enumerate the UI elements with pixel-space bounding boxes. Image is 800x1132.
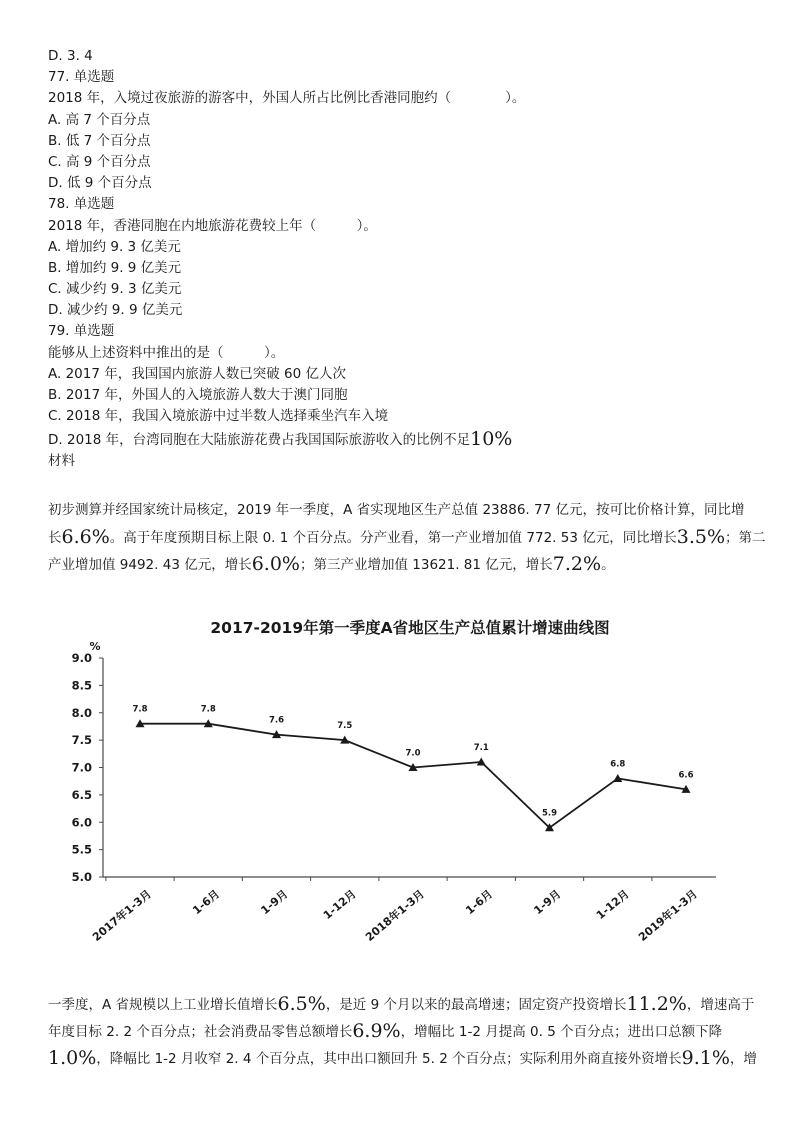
text-segment: 一季度，A 省规模以上工业增长值增长 bbox=[48, 997, 278, 1013]
question-79-option-b: B. 2017 年，外国人的入境旅游人数大于澳门同胞 bbox=[48, 387, 348, 403]
y-tick-label: 7.0 bbox=[71, 760, 92, 775]
value-gdp-growth: 6.6% bbox=[61, 526, 110, 548]
question-77-stem: 2018 年，入境过夜旅游的游客中，外国人所占比例比香港同胞约（ ）。 bbox=[48, 90, 526, 107]
paragraph-1-line-1: 初步测算并经国家统计局核定，2019 年一季度，A 省实现地区生产总值 23886. 77 亿元，按可比价格计算，同比增 bbox=[48, 502, 745, 518]
question-79-option-d-text: D. 2018 年，台湾同胞在大陆旅游花费占我国国际旅游收入的比例不足 bbox=[48, 432, 471, 449]
data-label: 7.1 bbox=[473, 743, 489, 754]
question-77-option-a: A. 高 7 个百分点 bbox=[48, 111, 151, 128]
value-retail-growth: 6.9% bbox=[352, 1020, 401, 1042]
value-tertiary-growth: 7.2% bbox=[552, 553, 602, 575]
data-label: 7.8 bbox=[200, 704, 216, 715]
option-d-prev: D. 3. 4 bbox=[48, 48, 93, 64]
question-78-stem: 2018 年，香港同胞在内地旅游花费较上年（ ）。 bbox=[48, 217, 377, 234]
material-paragraph-1 bbox=[48, 497, 766, 578]
y-tick-label: 8.0 bbox=[71, 705, 92, 720]
paragraph-1-line-3 bbox=[48, 551, 754, 578]
data-label: 7.0 bbox=[405, 748, 421, 759]
y-axis-unit: % bbox=[89, 640, 101, 653]
data-label: 6.6 bbox=[678, 770, 694, 781]
x-tick-label: 1-9月 bbox=[258, 887, 291, 918]
question-77-option-c: C. 高 9 个百分点 bbox=[48, 153, 151, 170]
y-tick-label: 9.0 bbox=[71, 651, 92, 665]
paragraph-2-line-3 bbox=[48, 1045, 757, 1072]
question-78-type: 78. 单选题 bbox=[48, 196, 115, 213]
text-segment: ；第三产业增加值 13621. 81 亿元，增长 bbox=[299, 557, 553, 573]
question-77-type: 77. 单选题 bbox=[48, 69, 115, 86]
material-paragraph-2 bbox=[48, 991, 757, 1072]
y-tick-label: 8.5 bbox=[71, 678, 92, 693]
x-tick-label: 2018年1-3月 bbox=[363, 887, 427, 944]
data-markers bbox=[136, 719, 694, 831]
question-78-option-d: D. 减少约 9. 9 亿美元 bbox=[48, 302, 183, 319]
value-primary-growth: 3.5% bbox=[676, 526, 726, 548]
data-labels bbox=[132, 705, 693, 819]
paragraph-2-line-1 bbox=[48, 991, 754, 1018]
text-segment: ，是近 9 个月以来的最高增速；固定资产投资增长 bbox=[325, 997, 627, 1013]
x-axis-ticks bbox=[89, 877, 700, 944]
y-tick-label: 6.0 bbox=[71, 815, 92, 830]
value-fdi-growth: 9.1% bbox=[681, 1047, 730, 1069]
data-label: 7.5 bbox=[337, 721, 353, 732]
question-79-option-a: A. 2017 年，我国国内旅游人数已突破 60 亿人次 bbox=[48, 365, 346, 382]
question-block bbox=[48, 46, 768, 473]
x-tick-label: 1-12月 bbox=[320, 887, 359, 923]
series-line bbox=[140, 724, 686, 828]
x-tick-label: 1-6月 bbox=[190, 887, 223, 918]
paragraph-1-line-2 bbox=[48, 524, 766, 551]
text-segment: 产业增加值 9492. 43 亿元，增长 bbox=[48, 557, 252, 573]
material-label: 材料 bbox=[48, 453, 75, 470]
question-79-option-d bbox=[48, 427, 768, 451]
text-segment: 。 bbox=[601, 557, 615, 573]
chart-title: 2017-2019年第一季度A省地区生产总值累计增速曲线图 bbox=[210, 619, 610, 637]
question-79-stem: 能够从上述资料中推出的是（ ）。 bbox=[48, 344, 285, 361]
text-segment: ，增 bbox=[729, 1051, 757, 1067]
value-industry-growth: 6.5% bbox=[277, 993, 326, 1015]
question-78-option-c: C. 减少约 9. 3 亿美元 bbox=[48, 281, 182, 298]
question-77-option-b: B. 低 7 个百分点 bbox=[48, 132, 151, 149]
y-axis-ticks bbox=[72, 651, 103, 884]
y-tick-label: 6.5 bbox=[71, 787, 92, 802]
data-label: 7.8 bbox=[132, 704, 148, 715]
y-tick-label: 7.5 bbox=[71, 733, 92, 748]
text-segment: 年度目标 2. 2 个百分点；社会消费品零售总额增长 bbox=[48, 1024, 353, 1040]
question-78-option-a: A. 增加约 9. 3 亿美元 bbox=[48, 238, 181, 255]
value-trade-decline: 1.0% bbox=[48, 1047, 97, 1069]
text-segment: 。高于年度预期目标上限 0. 1 个百分点。分产业看，第一产业增加值 772. 53 亿元，同比增长 bbox=[109, 530, 677, 546]
text-segment: ；第二 bbox=[725, 530, 766, 546]
text-segment: ，降幅比 1-2 月收窄 2. 4 个百分点，其中出口额回升 5. 2 个百分点；实际利用外商直接外资增长 bbox=[96, 1051, 682, 1067]
question-78-option-b: B. 增加约 9. 9 亿美元 bbox=[48, 259, 182, 276]
x-tick-label: 2017年1-3月 bbox=[90, 887, 154, 944]
y-tick-label: 5.0 bbox=[71, 870, 92, 884]
x-tick-label: 2019年1-3月 bbox=[636, 887, 700, 944]
question-79-option-c: C. 2018 年，我国入境旅游中过半数人选择乘坐汽车入境 bbox=[48, 408, 389, 425]
paragraph-2-line-2 bbox=[48, 1018, 754, 1045]
value-secondary-growth: 6.0% bbox=[251, 553, 300, 575]
question-79-type: 79. 单选题 bbox=[48, 323, 115, 340]
x-tick-label: 1-6月 bbox=[463, 887, 496, 918]
data-label: 5.9 bbox=[541, 808, 558, 819]
text-segment: ，增幅比 1-2 月提高 0. 5 个百分点；进出口总额下降 bbox=[400, 1024, 723, 1040]
text-segment: 长 bbox=[48, 530, 62, 546]
y-tick-label: 5.5 bbox=[71, 842, 92, 857]
data-point-marker bbox=[613, 774, 622, 782]
value-investment-growth: 11.2% bbox=[626, 993, 687, 1015]
question-79-option-d-value: 10% bbox=[470, 428, 513, 451]
data-label: 6.8 bbox=[610, 759, 626, 770]
gdp-growth-line-chart bbox=[0, 600, 800, 980]
question-77-option-d: D. 低 9 个百分点 bbox=[48, 175, 152, 192]
x-tick-label: 1-9月 bbox=[531, 887, 564, 918]
data-label: 7.6 bbox=[268, 715, 285, 726]
x-tick-label: 1-12月 bbox=[593, 887, 632, 923]
text-segment: ，增速高于 bbox=[686, 997, 755, 1013]
